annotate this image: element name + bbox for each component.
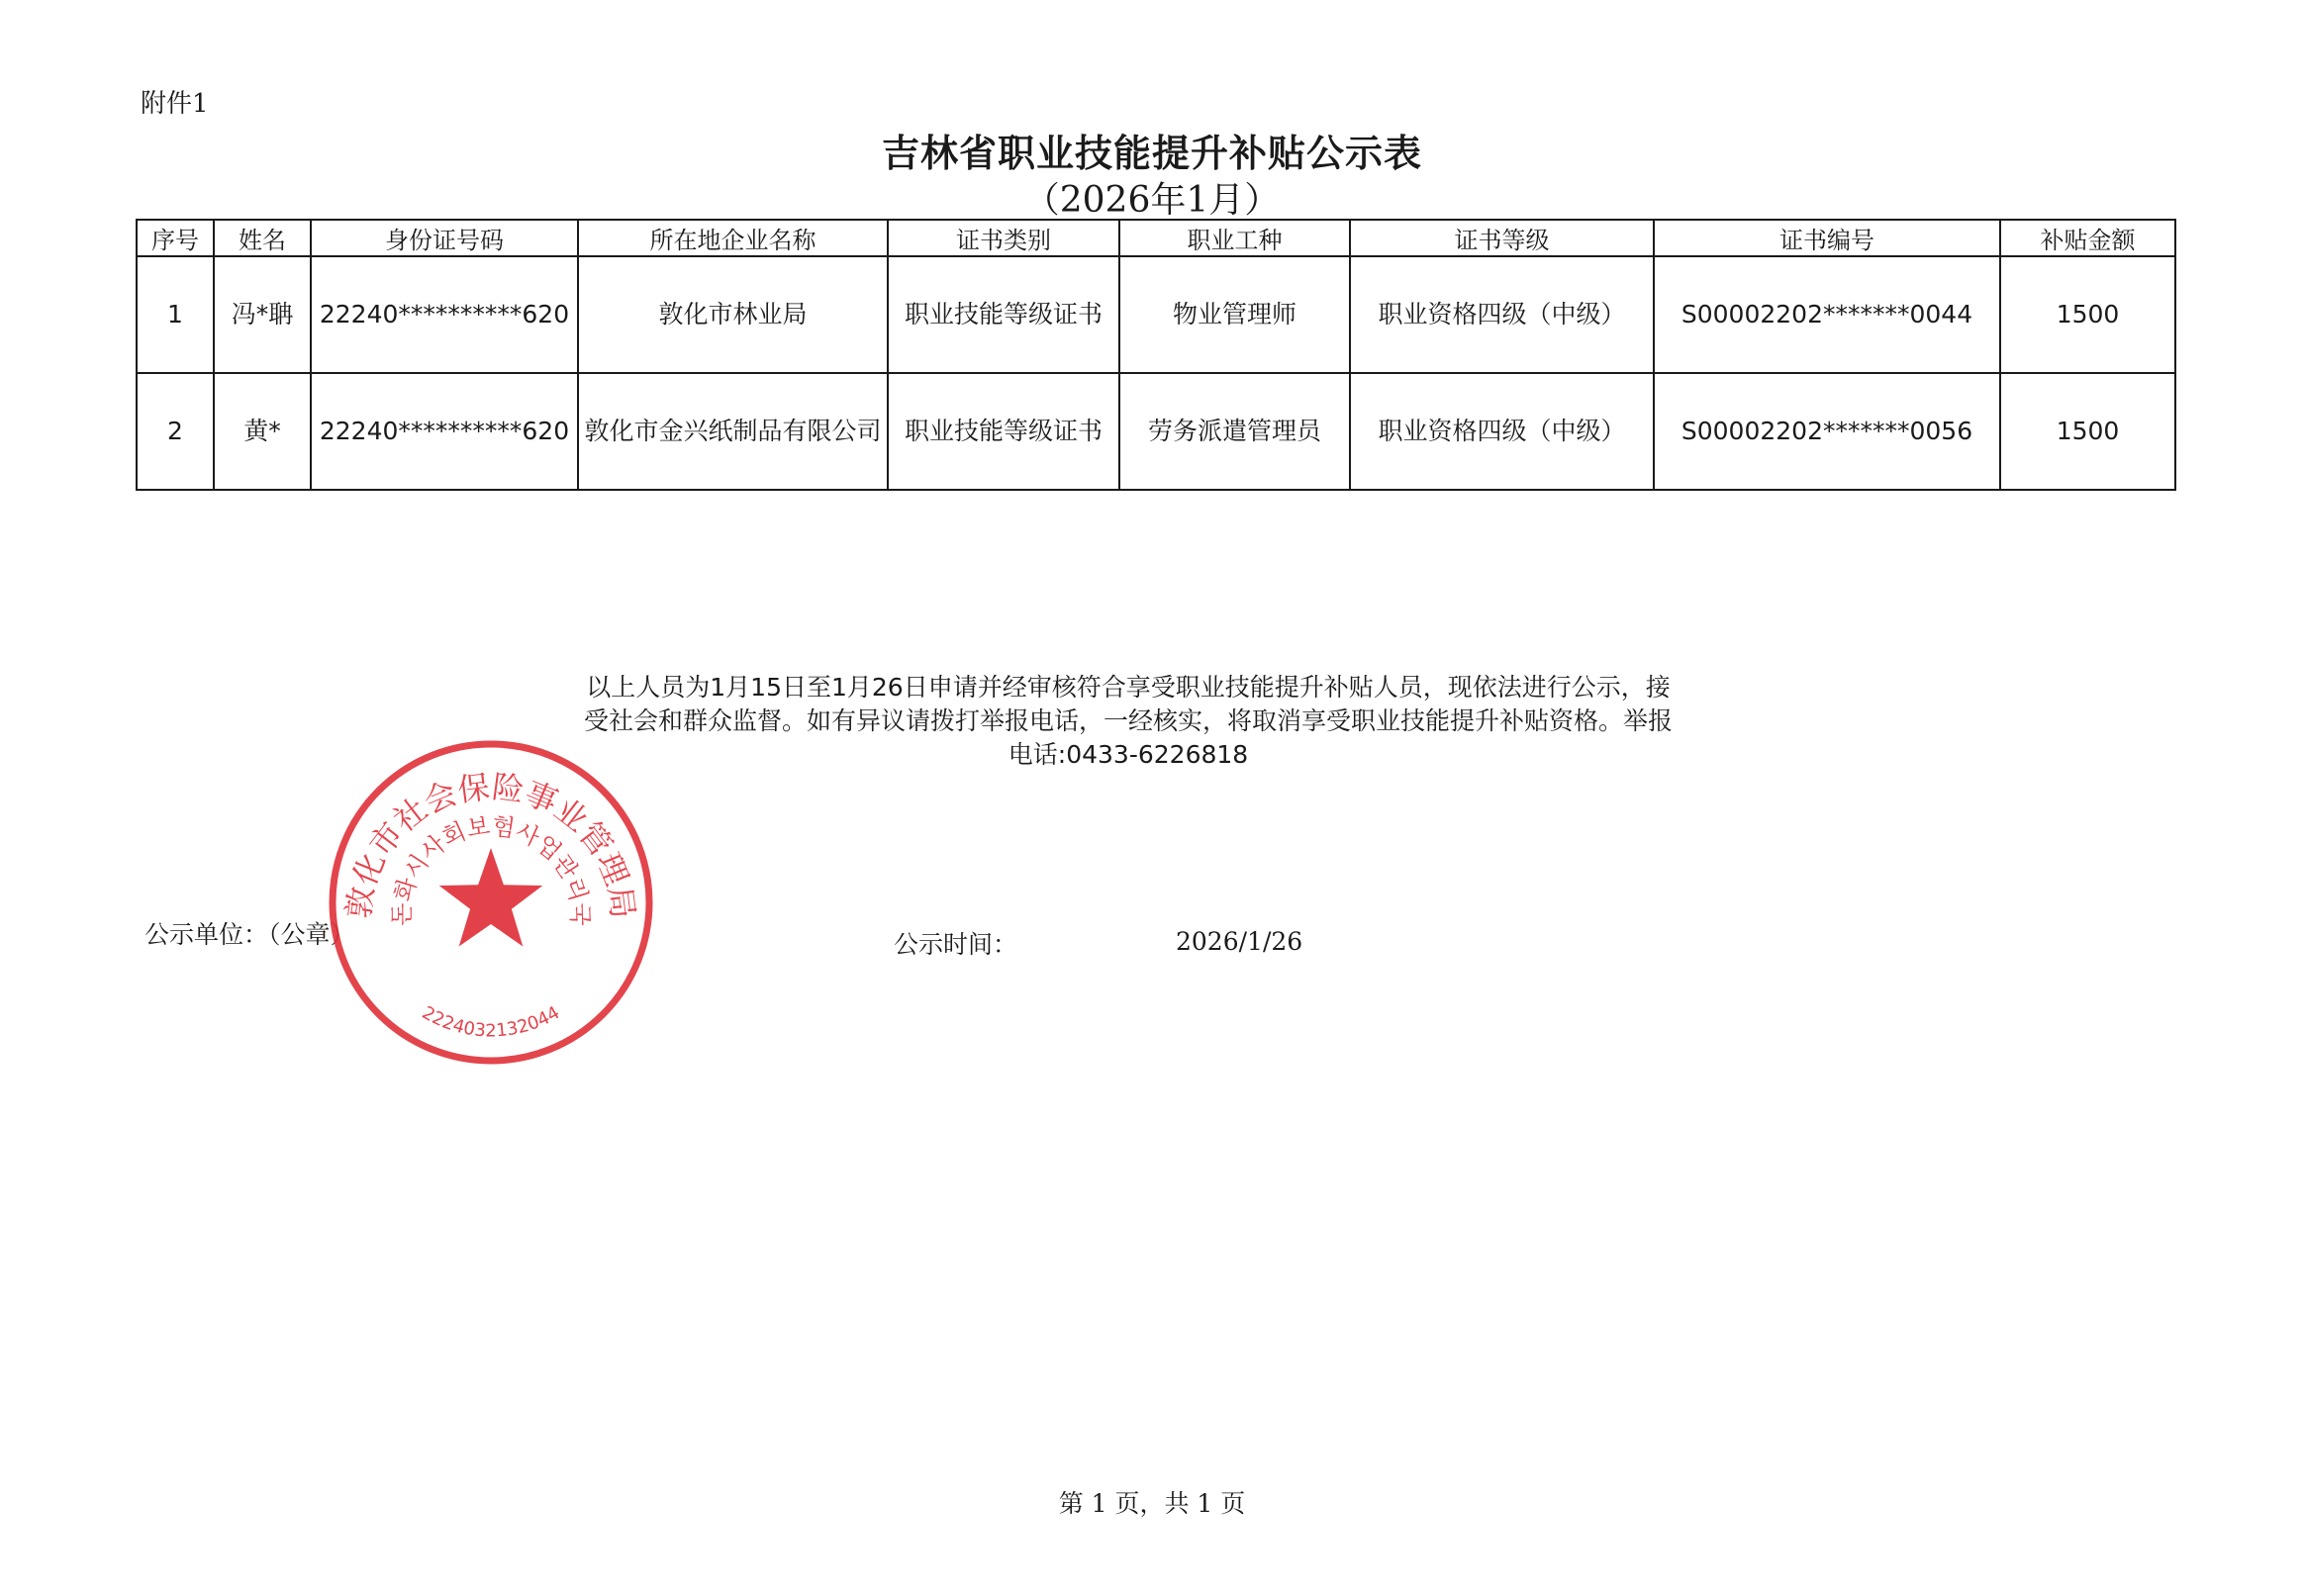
header-cert-type: 证书类别: [888, 220, 1119, 256]
subsidy-table: [136, 219, 2176, 491]
header-cert-level: 证书等级: [1350, 220, 1654, 256]
cell-amount: 1500: [2000, 256, 2175, 373]
seal-chinese-text: 敦化市社会保险事业管理局: [339, 767, 642, 921]
table-row: [137, 256, 2175, 373]
cell-amount: 1500: [2000, 373, 2175, 490]
publish-time-value: 2026/1/26: [1176, 927, 1303, 956]
attachment-label: 附件1: [141, 89, 209, 119]
cell-cert-number: S00002202*******0056: [1654, 373, 2000, 490]
cell-occupation: 劳务派遣管理员: [1119, 373, 1350, 490]
page-footer: 第 1 页，共 1 页: [1058, 1489, 1246, 1518]
seal-number: 2224032132044: [418, 1002, 564, 1042]
header-name: 姓名: [214, 220, 311, 256]
document-subtitle: （2026年1月）: [1023, 180, 1281, 221]
cell-cert-type: 职业技能等级证书: [888, 373, 1119, 490]
notice-text: 以上人员为1月15日至1月26日申请并经审核符合享受职业技能提升补贴人员，现依法进行公示，接受社会和群众监督。如有异议请拨打举报电话，一经核实，将取消享受职业技能提升补贴资格。举报电话:0433-6226818: [584, 673, 1674, 769]
seal-korean-text: 돈화시사회보험사업관리국: [387, 811, 595, 926]
publisher-label: 公示单位：（公章）: [144, 920, 355, 949]
cell-index: 2: [137, 373, 214, 490]
cell-cert-level: 职业资格四级（中级）: [1350, 256, 1654, 373]
cell-index: 1: [137, 256, 214, 373]
cell-name: 冯*聃: [214, 256, 311, 373]
official-seal-stamp: [323, 734, 659, 1071]
cell-cert-level: 职业资格四级（中级）: [1350, 373, 1654, 490]
cell-id-number: 22240**********620: [311, 256, 578, 373]
header-index: 序号: [137, 220, 214, 256]
document-title: 吉林省职业技能提升补贴公示表: [881, 132, 1422, 175]
cell-cert-number: S00002202*******0044: [1654, 256, 2000, 373]
header-cert-number: 证书编号: [1654, 220, 2000, 256]
cell-id-number: 22240**********620: [311, 373, 578, 490]
cell-name: 黄*: [214, 373, 311, 490]
cell-occupation: 物业管理师: [1119, 256, 1350, 373]
cell-company: 敦化市金兴纸制品有限公司: [578, 373, 888, 490]
table-header-row: [137, 220, 2175, 256]
cell-cert-type: 职业技能等级证书: [888, 256, 1119, 373]
cell-company: 敦化市林业局: [578, 256, 888, 373]
header-id-number: 身份证号码: [311, 220, 578, 256]
publish-time-label: 公示时间：: [894, 930, 1018, 959]
table-row: [137, 373, 2175, 490]
header-amount: 补贴金额: [2000, 220, 2175, 256]
header-company: 所在地企业名称: [578, 220, 888, 256]
star-icon: [439, 848, 543, 947]
header-occupation: 职业工种: [1119, 220, 1350, 256]
